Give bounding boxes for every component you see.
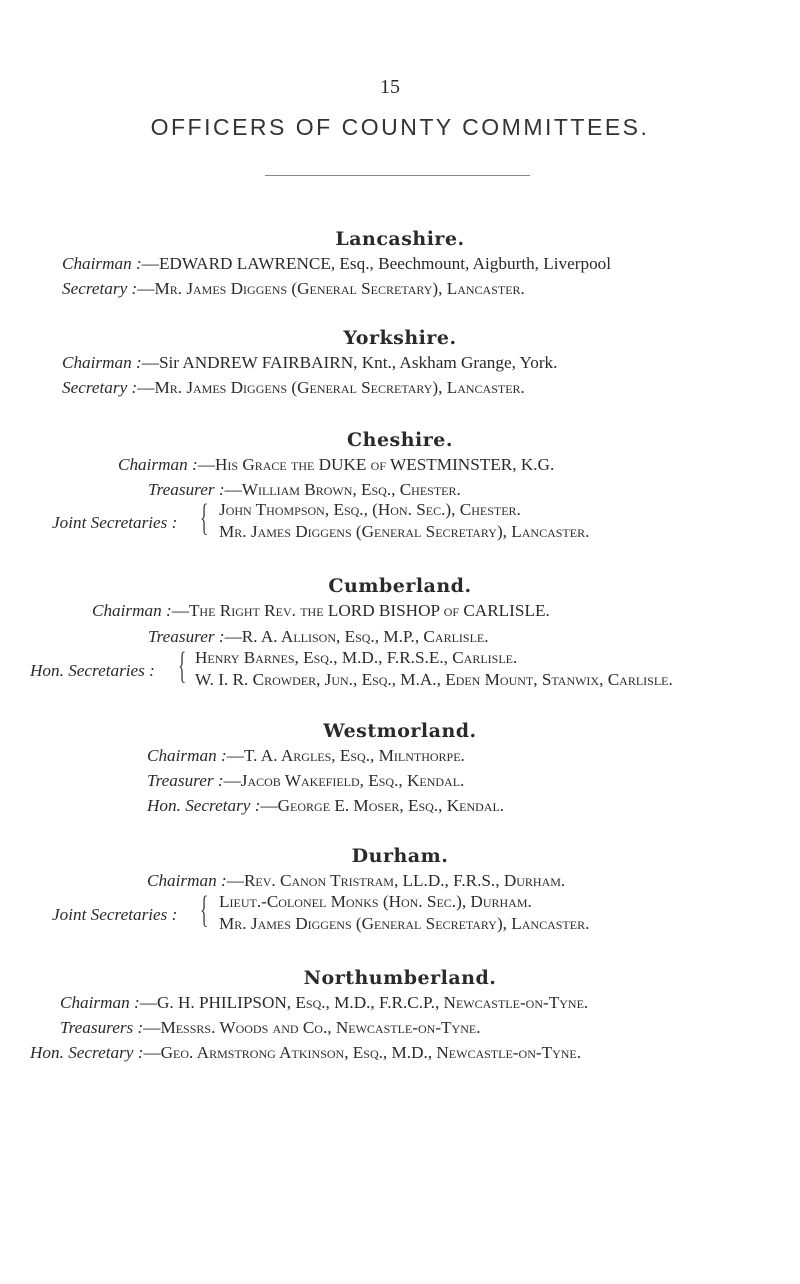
cheshire-chairman bbox=[118, 455, 554, 475]
title-divider bbox=[265, 175, 530, 176]
cumberland-hon-secretary-2: W. I. R. Crowder, Jun., Esq., M.A., Eden Mount, Stanwix, Carlisle. bbox=[195, 670, 673, 689]
yorkshire-secretary bbox=[62, 378, 525, 398]
lancashire-secretary bbox=[62, 279, 525, 299]
hon-secretary-value: —George E. Moser, Esq., Kendal. bbox=[260, 796, 505, 815]
brace-icon: { bbox=[200, 497, 209, 539]
secretary-value: —Mr. James Diggens (General Secretary), Lancaster. bbox=[137, 378, 525, 397]
northumberland-chairman bbox=[60, 993, 588, 1013]
chairman-value: —His Grace the DUKE of WESTMINSTER, K.G. bbox=[197, 455, 555, 474]
treasurers-label: Treasurers : bbox=[60, 1018, 144, 1037]
chairman-label: Chairman : bbox=[62, 353, 142, 372]
county-heading-northumberland: Northumberland. bbox=[303, 967, 497, 989]
county-heading-lancashire: Lancashire. bbox=[335, 228, 465, 250]
lancashire-chairman bbox=[62, 254, 611, 274]
cumberland-hon-secretaries-label: Hon. Secretaries : bbox=[30, 661, 155, 680]
county-heading-cumberland: Cumberland. bbox=[328, 575, 472, 597]
chairman-label: Chairman : bbox=[147, 871, 227, 890]
chairman-value: —Sir ANDREW FAIRBAIRN, Knt., Askham Grange, York. bbox=[141, 353, 558, 372]
cheshire-treasurer bbox=[148, 480, 461, 500]
county-heading-durham: Durham. bbox=[351, 845, 449, 867]
cumberland-treasurer bbox=[148, 627, 489, 647]
treasurer-label: Treasurer : bbox=[148, 480, 225, 499]
secretary-label: Secretary : bbox=[62, 378, 138, 397]
brace-icon: { bbox=[200, 889, 209, 931]
northumberland-treasurers bbox=[60, 1018, 481, 1038]
chairman-value: —T. A. Argles, Esq., Milnthorpe. bbox=[226, 746, 465, 765]
durham-joint-secretary-1: Lieut.-Colonel Monks (Hon. Sec.), Durham. bbox=[219, 892, 532, 911]
hon-secretary-label: Hon. Secretary : bbox=[30, 1043, 144, 1062]
cumberland-hon-secretary-1: Henry Barnes, Esq., M.D., F.R.S.E., Carlisle. bbox=[195, 648, 518, 667]
chairman-label: Chairman : bbox=[62, 254, 142, 273]
cheshire-joint-secretaries-label: Joint Secretaries : bbox=[52, 513, 178, 532]
treasurer-label: Treasurer : bbox=[148, 627, 225, 646]
treasurer-value: —William Brown, Esq., Chester. bbox=[224, 480, 461, 499]
brace-icon: { bbox=[178, 645, 187, 687]
durham-chairman bbox=[147, 871, 565, 891]
chairman-label: Chairman : bbox=[118, 455, 198, 474]
chairman-label: Chairman : bbox=[60, 993, 140, 1012]
chairman-value: —G. H. PHILIPSON, Esq., M.D., F.R.C.P., Newcastle-on-Tyne. bbox=[139, 993, 589, 1012]
county-heading-westmorland: Westmorland. bbox=[323, 720, 477, 742]
yorkshire-chairman bbox=[62, 353, 557, 373]
cheshire-joint-secretary-1: John Thompson, Esq., (Hon. Sec.), Chester. bbox=[219, 500, 521, 519]
page-number: 15 bbox=[380, 76, 400, 98]
durham-joint-secretaries-label: Joint Secretaries : bbox=[52, 905, 178, 924]
westmorland-treasurer bbox=[147, 771, 464, 791]
cumberland-chairman bbox=[92, 601, 550, 621]
hon-secretary-value: —Geo. Armstrong Atkinson, Esq., M.D., Newcastle-on-Tyne. bbox=[143, 1043, 582, 1062]
treasurer-value: —Jacob Wakefield, Esq., Kendal. bbox=[223, 771, 465, 790]
cheshire-joint-secretary-2: Mr. James Diggens (General Secretary), Lancaster. bbox=[219, 522, 590, 541]
chairman-label: Chairman : bbox=[92, 601, 172, 620]
secretary-label: Secretary : bbox=[62, 279, 138, 298]
northumberland-hon-secretary bbox=[30, 1043, 581, 1063]
chairman-label: Chairman : bbox=[147, 746, 227, 765]
westmorland-chairman bbox=[147, 746, 465, 766]
chairman-value: —EDWARD LAWRENCE, Esq., Beechmount, Aigburth, Liverpool bbox=[141, 254, 612, 273]
treasurer-value: —R. A. Allison, Esq., M.P., Carlisle. bbox=[224, 627, 489, 646]
hon-secretary-label: Hon. Secretary : bbox=[147, 796, 261, 815]
chairman-value: —Rev. Canon Tristram, LL.D., F.R.S., Durham. bbox=[226, 871, 566, 890]
durham-joint-secretary-2: Mr. James Diggens (General Secretary), Lancaster. bbox=[219, 914, 590, 933]
chairman-value: —The Right Rev. the LORD BISHOP of CARLISLE. bbox=[171, 601, 550, 620]
treasurer-label: Treasurer : bbox=[147, 771, 224, 790]
westmorland-hon-secretary bbox=[147, 796, 504, 816]
county-heading-cheshire: Cheshire. bbox=[347, 429, 453, 451]
treasurers-value: —Messrs. Woods and Co., Newcastle-on-Tyne. bbox=[143, 1018, 481, 1037]
county-heading-yorkshire: Yorkshire. bbox=[343, 327, 457, 349]
secretary-value: —Mr. James Diggens (General Secretary), Lancaster. bbox=[137, 279, 525, 298]
page-title: OFFICERS OF COUNTY COMMITTEES. bbox=[150, 114, 650, 140]
